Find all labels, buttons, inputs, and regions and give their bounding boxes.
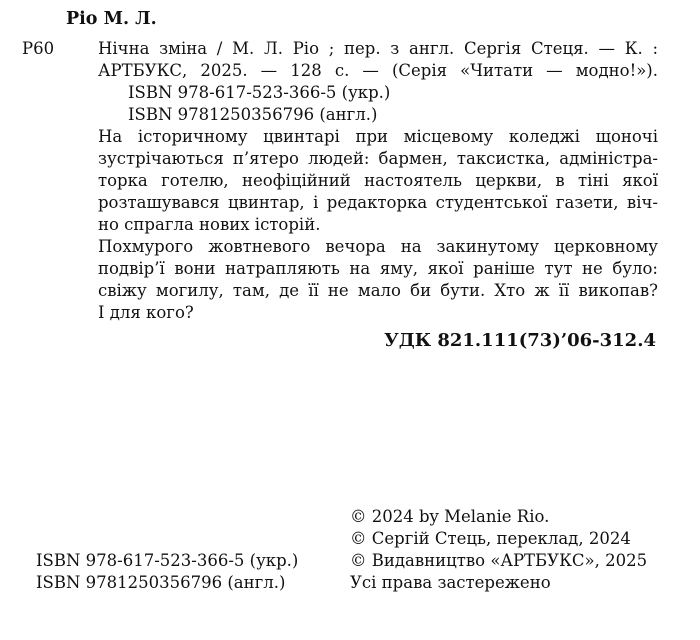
annotation-line: І для кого?: [98, 303, 194, 322]
copyright-author: © 2024 by Melanie Rio.: [350, 507, 550, 526]
author-name: Ріо М. Л.: [66, 9, 157, 29]
annotation-line: свіжу могилу, там, де її не мало би бути. Хто ж її викопав?: [98, 281, 658, 300]
annotation-line: торка готелю, неофіційний настоятель церкви, в тіні якої: [98, 171, 658, 190]
bottom-isbn-ukrainian: ISBN 978-617-523-366-5 (укр.): [36, 551, 299, 570]
classification-code: Р60: [22, 39, 55, 58]
copyright-publisher: © Видавництво «АРТБУКС», 2025: [350, 551, 648, 570]
catalog-isbn-list: [98, 82, 390, 126]
annotation-line: зустрічаються п’ятеро людей: бармен, таксистка, адміністра-: [98, 149, 658, 168]
bottom-isbn-english: ISBN 9781250356796 (англ.): [36, 573, 286, 592]
catalog-entry: [98, 38, 658, 82]
book-annotation: [98, 126, 658, 324]
isbn-english: ISBN 9781250356796 (англ.): [128, 105, 378, 124]
annotation-line: но спрагла нових історій.: [98, 215, 321, 234]
annotation-paragraph-1: [98, 126, 658, 236]
annotation-line: розташувався цвинтар, і редакторка студентської газети, віч-: [98, 193, 658, 212]
udk-code: УДК 821.111(73)’06-312.4: [384, 330, 656, 351]
copyright-block: [350, 506, 647, 594]
annotation-line: подвір’ї вони натрапляють на яму, якої раніше тут не було:: [98, 259, 658, 278]
rights-reserved: Усі права застережено: [350, 573, 551, 592]
annotation-line: На історичному цвинтарі при місцевому коледжі щоночі: [98, 127, 658, 146]
annotation-paragraph-2: [98, 236, 658, 324]
isbn-ukrainian: ISBN 978-617-523-366-5 (укр.): [128, 83, 391, 102]
bottom-isbn-list: [36, 550, 298, 594]
catalog-line-2: АРТБУКС, 2025. — 128 с. — (Серія «Читати — модно!»).: [98, 61, 658, 80]
catalog-line-1: Нічна зміна / М. Л. Ріо ; пер. з англ. Сергія Стеця. — К. :: [98, 39, 658, 58]
annotation-line: Похмурого жовтневого вечора на закинутому церковному: [98, 237, 658, 256]
copyright-translation: © Сергій Стець, переклад, 2024: [350, 529, 631, 548]
